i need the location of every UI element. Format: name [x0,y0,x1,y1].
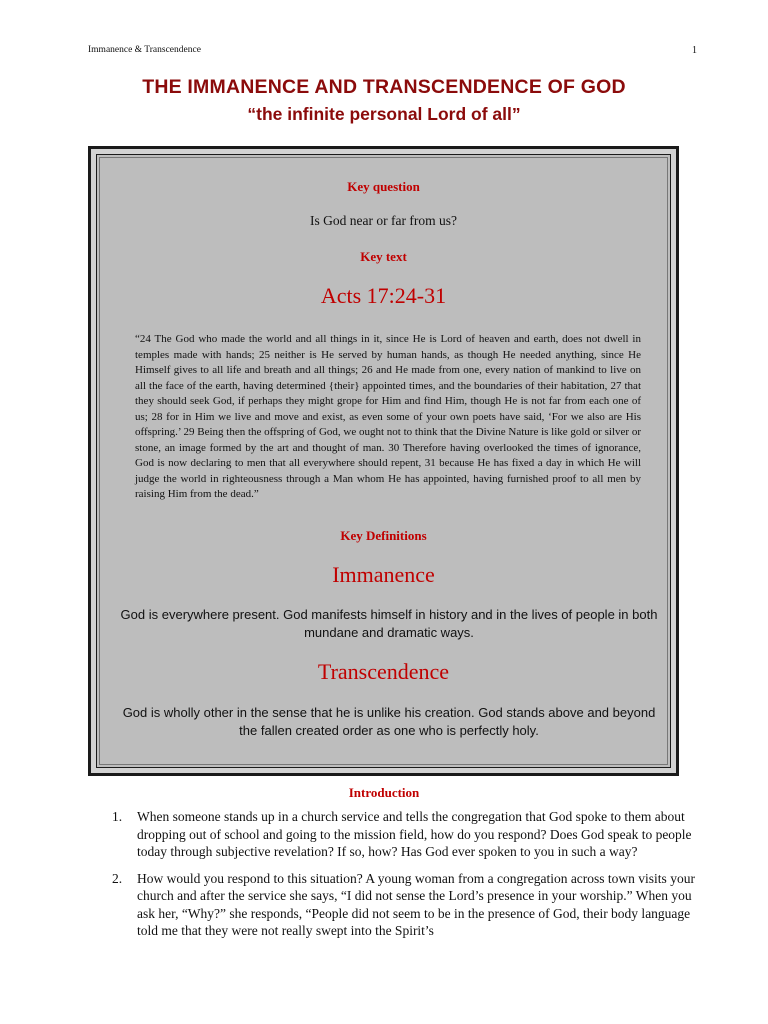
key-question: Is God near or far from us? [310,213,457,228]
running-header-title: Immanence & Transcendence [88,45,201,55]
key-info-box-inner [96,154,671,768]
key-text-heading: Key text [360,249,407,264]
key-info-box [88,146,679,776]
list-item-number: 2. [112,870,123,886]
list-item-text: When someone stands up in a church service and tells the congregation that God spoke to them about dropping out of school and going to the mission field, how do you respond? Does God speak to people today through subjective revelation? If so, how? Has God ever spoken to you in such a way? [137,809,692,859]
scripture-reference: Acts 17:24-31 [320,283,447,308]
list-item-number: 1. [112,809,123,824]
transcendence-definition: God is wholly other in the sense that he is unlike his creation. God stands above and beyond the fallen created order as one who is perfectly holy. [122,705,656,738]
page-subtitle: “the infinite personal Lord of all” [247,104,521,124]
list-item [112,808,702,861]
scripture-passage: “24 The God who made the world and all things in it, since He is Lord of heaven and earth, does not dwell in temples made with hands; 25 neither is He served by human hands, as though He needed anything, since He Himself gives to all life and breath and all things; 26 and He made from one, every nation of mankind to live on all the face of the earth, having determined {their} appointed times, and the boundaries of their habitation, 27 that they should seek God, if perhaps they might grope for Him and find Him, though He is not far from each one of us; 28 for in Him we live and move and exist, as even some of your own poets have said, ‘For we also are His offspring.’ 29 Being then the offspring of God, we ought not to think that the Divine Nature is like gold or silver or stone, an image formed by the art and thought of man. 30 Therefore having overlooked the times of ignorance, God is now declaring to men that all everywhere should repent, 31 because He has fixed a day in which He will judge the world in righteousness through a Man whom He has appointed, having furnished proof to all men by raising Him from the dead.” [135,333,641,500]
immanence-heading: Immanence [332,562,435,587]
transcendence-heading: Transcendence [317,659,450,684]
key-definitions-heading: Key Definitions [340,528,427,543]
page-number: 1 [692,45,697,56]
list-item [112,870,702,940]
list-item-text: How would you respond to this situation? A young woman from a congregation across town visits your church and after the service she says, “I did not sense the Lord’s presence in your worship.” When you ask her, “Why?” she responds, “People did not seem to be in the presence of God, their body language told me that they were not really swept into the Spirit’s [137,870,695,938]
introduction-heading: Introduction [348,785,420,800]
immanence-definition: God is everywhere present. God manifests himself in history and in the lives of people in both mundane and dramatic ways. [120,607,658,640]
key-question-heading: Key question [347,179,420,194]
page-title: THE IMMANENCE AND TRANSCENDENCE OF GOD [142,76,626,98]
introduction-list [112,808,702,949]
